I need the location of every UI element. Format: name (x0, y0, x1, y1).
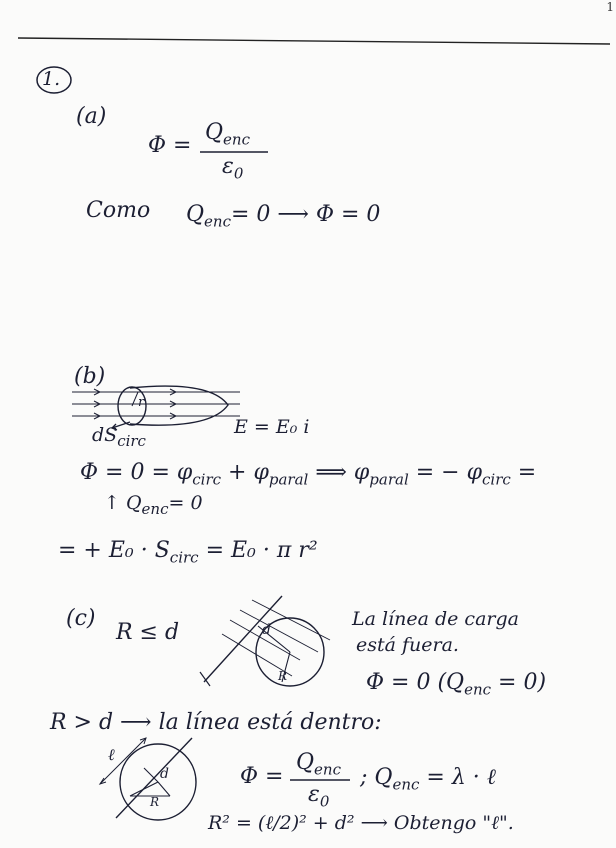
part-c-case-2: R > d ⟶ la línea está dentro: (50, 710, 382, 735)
part-c-l-label: ℓ (108, 745, 115, 764)
part-b-qenc-note: ↑ $Q_{enc}= 0$ (104, 492, 203, 518)
part-a-como: Como (86, 198, 151, 223)
part-c-flux2-numerator: $Q_{enc}$ (296, 750, 341, 779)
problem-number: 1. (42, 68, 61, 90)
part-a-flux-numerator: $Q_{enc}$ (205, 120, 250, 149)
part-a-flux-lhs: Φ = (148, 133, 192, 158)
part-c-d-label-2: d (160, 766, 169, 782)
part-b-field: E = E₀ i (234, 416, 310, 438)
part-b-radius-label: r (138, 395, 145, 410)
part-b-equation-2: = + $E_0 \cdot S_{circ} = E_0 \cdot \pi$ r² (58, 538, 318, 567)
part-c-qenc-definition: ; $Q_{enc} = \lambda$ · ℓ (360, 765, 496, 794)
part-c-pythagoras: R² = (ℓ/2)² + d² ⟶ Obtengo "ℓ". (208, 812, 514, 834)
page-corner-mark: 1 (606, 0, 614, 14)
part-a-conclusion: $Q_{enc}= 0$ ⟶ Φ = 0 (186, 202, 381, 231)
part-b-label: (b) (74, 364, 106, 389)
part-c-flux2-denominator: $\varepsilon_0$ (308, 782, 330, 811)
part-c-label: (c) (66, 606, 96, 631)
part-c-note-line-1: La línea de carga (352, 608, 519, 630)
part-c-r-label-2: R (150, 795, 160, 809)
part-c-r-label-1: R (278, 669, 288, 683)
part-b-ds-label: $dS_{circ}$ (92, 424, 146, 450)
part-c-flux2-lhs: Φ = (240, 764, 284, 789)
part-c-note-line-2: está fuera. (356, 634, 459, 656)
part-c-flux-zero: Φ = 0 $(Q_{enc} = 0)$ (366, 670, 547, 699)
part-c-case-1: R ≤ d (116, 620, 180, 645)
part-a-flux-denominator: $\varepsilon_0$ (222, 154, 244, 183)
part-c-d-label-1: d (262, 622, 271, 638)
part-a-label: (a) (76, 104, 107, 129)
part-b-equation-1: $\Phi = 0 = \varphi_{circ} + \varphi_{paral}$ ⟹ $\varphi_{paral}$ = − $\varphi_{circ}$ = (80, 460, 537, 489)
